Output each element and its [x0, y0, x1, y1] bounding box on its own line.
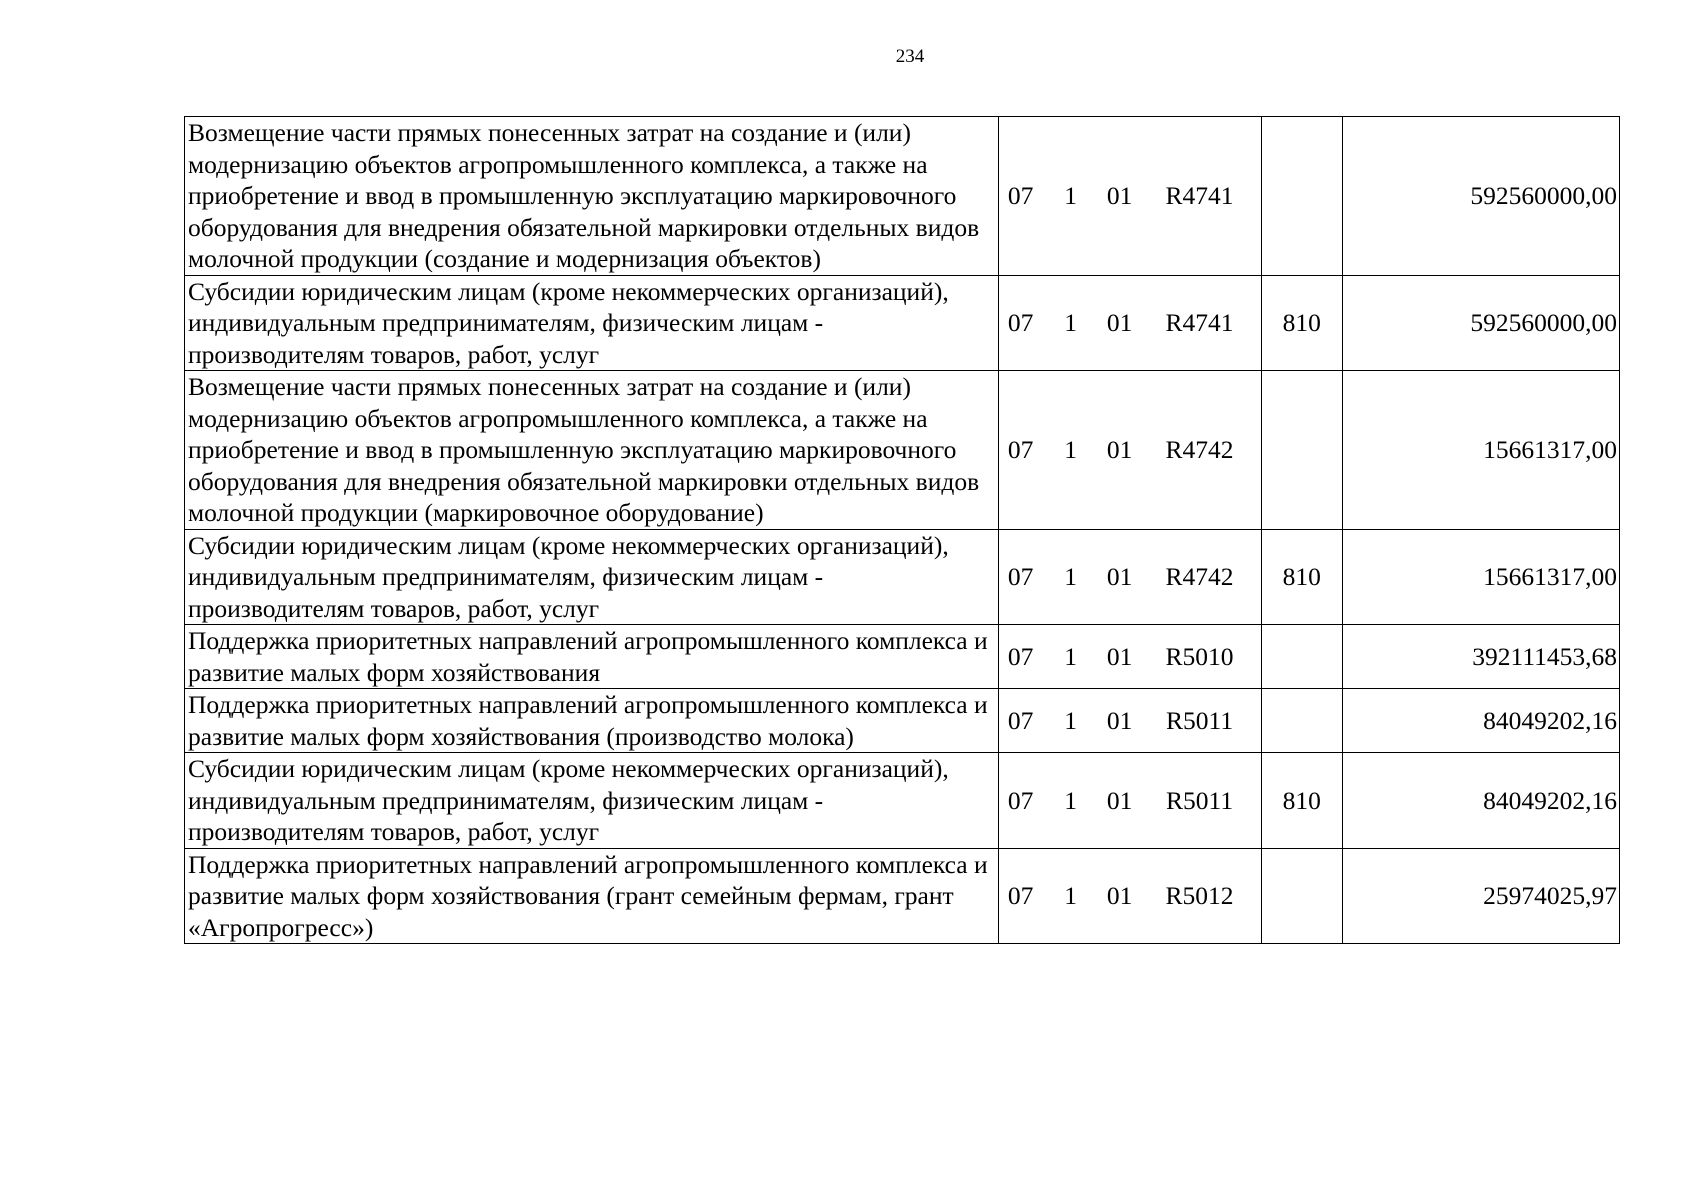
code-main-event: 01: [1106, 705, 1133, 735]
row-name-cell: [185, 625, 999, 689]
row-sum: 392111453,68: [1342, 625, 1619, 689]
code-program: 07: [1007, 881, 1034, 910]
row-name-cell: [185, 371, 999, 530]
code-program: 07: [1007, 435, 1034, 464]
code-main-event: 01: [1106, 641, 1133, 671]
code-direction: R4741: [1165, 308, 1234, 337]
code-direction: R5011: [1166, 705, 1234, 735]
row-code-cell: [998, 848, 1261, 944]
table-body: [185, 117, 1620, 944]
table-row: [185, 753, 1620, 849]
page-number: 234: [895, 46, 925, 67]
row-code-cell: [998, 371, 1261, 530]
row-sum: 25974025,97: [1342, 848, 1619, 944]
table-row: [185, 371, 1620, 530]
code-subprogram: 1: [1064, 308, 1077, 337]
target-article-code: [999, 641, 1261, 673]
row-code-cell: [998, 625, 1261, 689]
code-subprogram: 1: [1064, 641, 1077, 671]
row-name: Поддержка приоритетных направлений агропромышленного комплекса и развитие малых форм хозяйствования (производство молока): [188, 690, 988, 751]
table-row: [185, 529, 1620, 625]
code-subprogram: 1: [1064, 181, 1077, 210]
row-expense-type: [1261, 117, 1342, 276]
row-name: Субсидии юридическим лицам (кроме некоммерческих организаций), индивидуальным предпринимателям, физическим лицам - производителям товаров, работ, услуг: [188, 276, 949, 369]
target-article-code: [999, 180, 1261, 212]
code-direction: R4742: [1165, 435, 1234, 464]
target-article-code: [999, 307, 1261, 339]
code-subprogram: 1: [1064, 705, 1077, 735]
target-article-code: [999, 785, 1261, 817]
code-direction: R5012: [1165, 881, 1234, 910]
row-name-cell: [185, 848, 999, 944]
row-name-cell: [185, 275, 999, 371]
code-subprogram: 1: [1064, 562, 1077, 591]
table-row: [185, 625, 1620, 689]
row-expense-type: 810: [1261, 275, 1342, 371]
code-main-event: 01: [1106, 881, 1133, 910]
row-sum: 84049202,16: [1342, 689, 1619, 753]
row-expense-type: 810: [1261, 753, 1342, 849]
row-name-cell: [185, 753, 999, 849]
row-name-cell: [185, 529, 999, 625]
code-direction: R4741: [1165, 181, 1234, 210]
row-expense-type: [1261, 848, 1342, 944]
table-row: [185, 689, 1620, 753]
row-sum: 84049202,16: [1342, 753, 1619, 849]
code-program: 07: [1007, 705, 1034, 735]
row-sum: 15661317,00: [1342, 529, 1619, 625]
row-name: Возмещение части прямых понесенных затрат на создание и (или) модернизацию объектов агропромышленного комплекса, а также на приобретение и ввод в промышленную эксплуатацию маркировочного оборудования для внедрения обязательной маркировки отдельных видов молочной продукции (маркировочное оборудование): [188, 372, 980, 527]
code-subprogram: 1: [1064, 435, 1077, 464]
row-code-cell: [998, 529, 1261, 625]
row-code-cell: [998, 753, 1261, 849]
target-article-code: [999, 705, 1261, 737]
row-name: Возмещение части прямых понесенных затрат на создание и (или) модернизацию объектов агропромышленного комплекса, а также на приобретение и ввод в промышленную эксплуатацию маркировочного оборудования для внедрения обязательной маркировки отдельных видов молочной продукции (создание и модернизация объектов): [188, 118, 980, 273]
code-program: 07: [1007, 562, 1034, 591]
row-sum: 15661317,00: [1342, 371, 1619, 530]
row-sum: 592560000,00: [1342, 117, 1619, 276]
code-program: 07: [1007, 641, 1034, 671]
row-expense-type: [1261, 689, 1342, 753]
row-name: Субсидии юридическим лицам (кроме некоммерческих организаций), индивидуальным предпринимателям, физическим лицам - производителям товаров, работ, услуг: [188, 530, 949, 623]
code-direction: R5011: [1166, 785, 1234, 815]
row-name: Поддержка приоритетных направлений агропромышленного комплекса и развитие малых форм хозяйствования: [188, 626, 988, 687]
code-direction: R5010: [1165, 641, 1234, 671]
row-name-cell: [185, 689, 999, 753]
code-main-event: 01: [1106, 308, 1133, 337]
code-program: 07: [1007, 785, 1034, 815]
table-row: [185, 117, 1620, 276]
target-article-code: [999, 434, 1261, 466]
row-expense-type: [1261, 371, 1342, 530]
code-main-event: 01: [1106, 785, 1133, 815]
code-program: 07: [1007, 308, 1034, 337]
row-name: Субсидии юридическим лицам (кроме некоммерческих организаций), индивидуальным предпринимателям, физическим лицам - производителям товаров, работ, услуг: [188, 754, 949, 846]
row-code-cell: [998, 275, 1261, 371]
target-article-code: [999, 561, 1261, 593]
row-sum: 592560000,00: [1342, 275, 1619, 371]
code-program: 07: [1007, 181, 1034, 210]
code-main-event: 01: [1106, 435, 1133, 464]
code-main-event: 01: [1106, 181, 1133, 210]
budget-table: [184, 116, 1620, 944]
row-name-cell: [185, 117, 999, 276]
row-code-cell: [998, 117, 1261, 276]
table-row: [185, 848, 1620, 944]
row-expense-type: 810: [1261, 529, 1342, 625]
table-row: [185, 275, 1620, 371]
code-subprogram: 1: [1064, 881, 1077, 910]
code-main-event: 01: [1106, 562, 1133, 591]
row-expense-type: [1261, 625, 1342, 689]
target-article-code: [999, 880, 1261, 912]
code-subprogram: 1: [1064, 785, 1077, 815]
code-direction: R4742: [1165, 562, 1234, 591]
row-code-cell: [998, 689, 1261, 753]
row-name: Поддержка приоритетных направлений агропромышленного комплекса и развитие малых форм хозяйствования (грант семейным фермам, грант «Агропрогресс»): [188, 849, 988, 942]
